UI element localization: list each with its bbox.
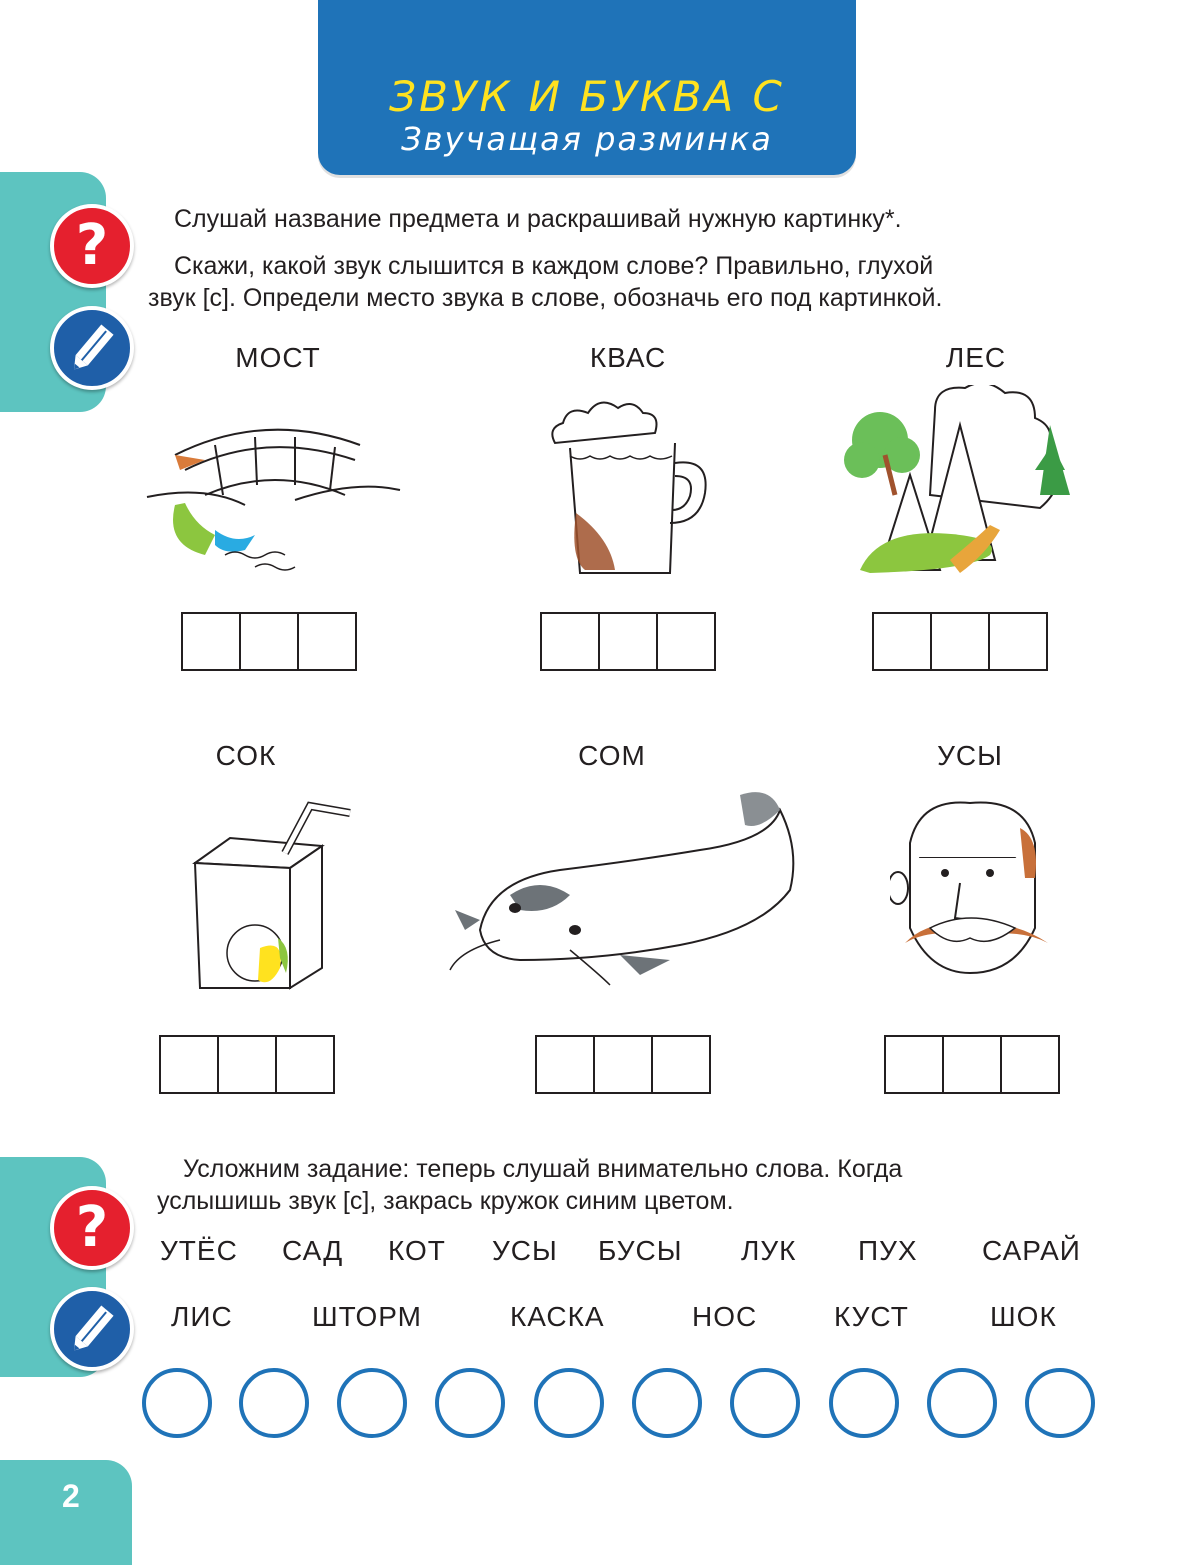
word-item: ШТОРМ bbox=[312, 1301, 422, 1332]
task1-line2: Скажи, какой звук слышится в каждом слове? Правильно, глухой bbox=[174, 252, 934, 280]
word-item: УСЫ bbox=[492, 1235, 558, 1266]
word-item: УТЁС bbox=[160, 1235, 238, 1266]
word-item: КУСТ bbox=[834, 1301, 909, 1332]
task2-line2: услышишь звук [с], закрась кружок синим цветом. bbox=[157, 1187, 734, 1215]
word-item: ПУХ bbox=[858, 1235, 918, 1266]
word-item: БУСЫ bbox=[598, 1235, 683, 1266]
sound-scheme[interactable] bbox=[872, 612, 1048, 671]
forest-picture[interactable] bbox=[840, 385, 1080, 580]
juice-box-picture[interactable] bbox=[190, 798, 360, 993]
word-label: СОМ bbox=[578, 740, 646, 771]
mustache-man-picture[interactable] bbox=[890, 798, 1060, 998]
sound-scheme[interactable] bbox=[884, 1035, 1060, 1094]
word-label: КВАС bbox=[589, 342, 667, 373]
word-label: ЛЕС bbox=[945, 342, 1007, 373]
catfish-picture[interactable] bbox=[440, 780, 820, 995]
word-item: ЛИС bbox=[171, 1301, 233, 1332]
answer-circle[interactable] bbox=[239, 1368, 309, 1438]
page-subtitle: Звучащая разминка bbox=[401, 120, 773, 158]
task2-line1: Усложним задание: теперь слушай внимательно слова. Когда bbox=[183, 1155, 903, 1183]
word-item: КАСКА bbox=[510, 1301, 605, 1332]
bridge-picture[interactable] bbox=[145, 415, 405, 580]
word-item: САРАЙ bbox=[982, 1235, 1081, 1266]
answer-circle[interactable] bbox=[632, 1368, 702, 1438]
word-item: ШОК bbox=[990, 1301, 1057, 1332]
kvass-mug-picture[interactable] bbox=[540, 398, 720, 583]
page-title: ЗВУК И БУКВА С bbox=[389, 72, 785, 121]
task1-line3: звук [с]. Определи место звука в слове, обозначь его под картинкой. bbox=[148, 284, 943, 312]
task1-line1: Слушай название предмета и раскрашивай нужную картинку*. bbox=[174, 205, 902, 233]
answer-circle[interactable] bbox=[142, 1368, 212, 1438]
answer-circle[interactable] bbox=[1025, 1368, 1095, 1438]
sound-scheme[interactable] bbox=[535, 1035, 711, 1094]
question-icon: ? bbox=[50, 204, 134, 288]
question-icon: ? bbox=[50, 1186, 134, 1270]
page-number: 2 bbox=[62, 1478, 80, 1514]
word-label: УСЫ bbox=[937, 740, 1003, 771]
pencil-icon bbox=[50, 306, 134, 390]
answer-circle[interactable] bbox=[927, 1368, 997, 1438]
word-item: ЛУК bbox=[741, 1235, 797, 1266]
word-label: СОК bbox=[215, 740, 277, 771]
word-item: КОТ bbox=[388, 1235, 446, 1266]
answer-circle[interactable] bbox=[730, 1368, 800, 1438]
sound-scheme[interactable] bbox=[181, 612, 357, 671]
sound-scheme[interactable] bbox=[540, 612, 716, 671]
pencil-icon bbox=[50, 1287, 134, 1371]
word-item: САД bbox=[282, 1235, 344, 1266]
answer-circle[interactable] bbox=[435, 1368, 505, 1438]
answer-circle[interactable] bbox=[337, 1368, 407, 1438]
answer-circle[interactable] bbox=[534, 1368, 604, 1438]
answer-circle[interactable] bbox=[829, 1368, 899, 1438]
word-label: МОСТ bbox=[235, 342, 321, 373]
word-item: НОС bbox=[692, 1301, 758, 1332]
sound-scheme[interactable] bbox=[159, 1035, 335, 1094]
